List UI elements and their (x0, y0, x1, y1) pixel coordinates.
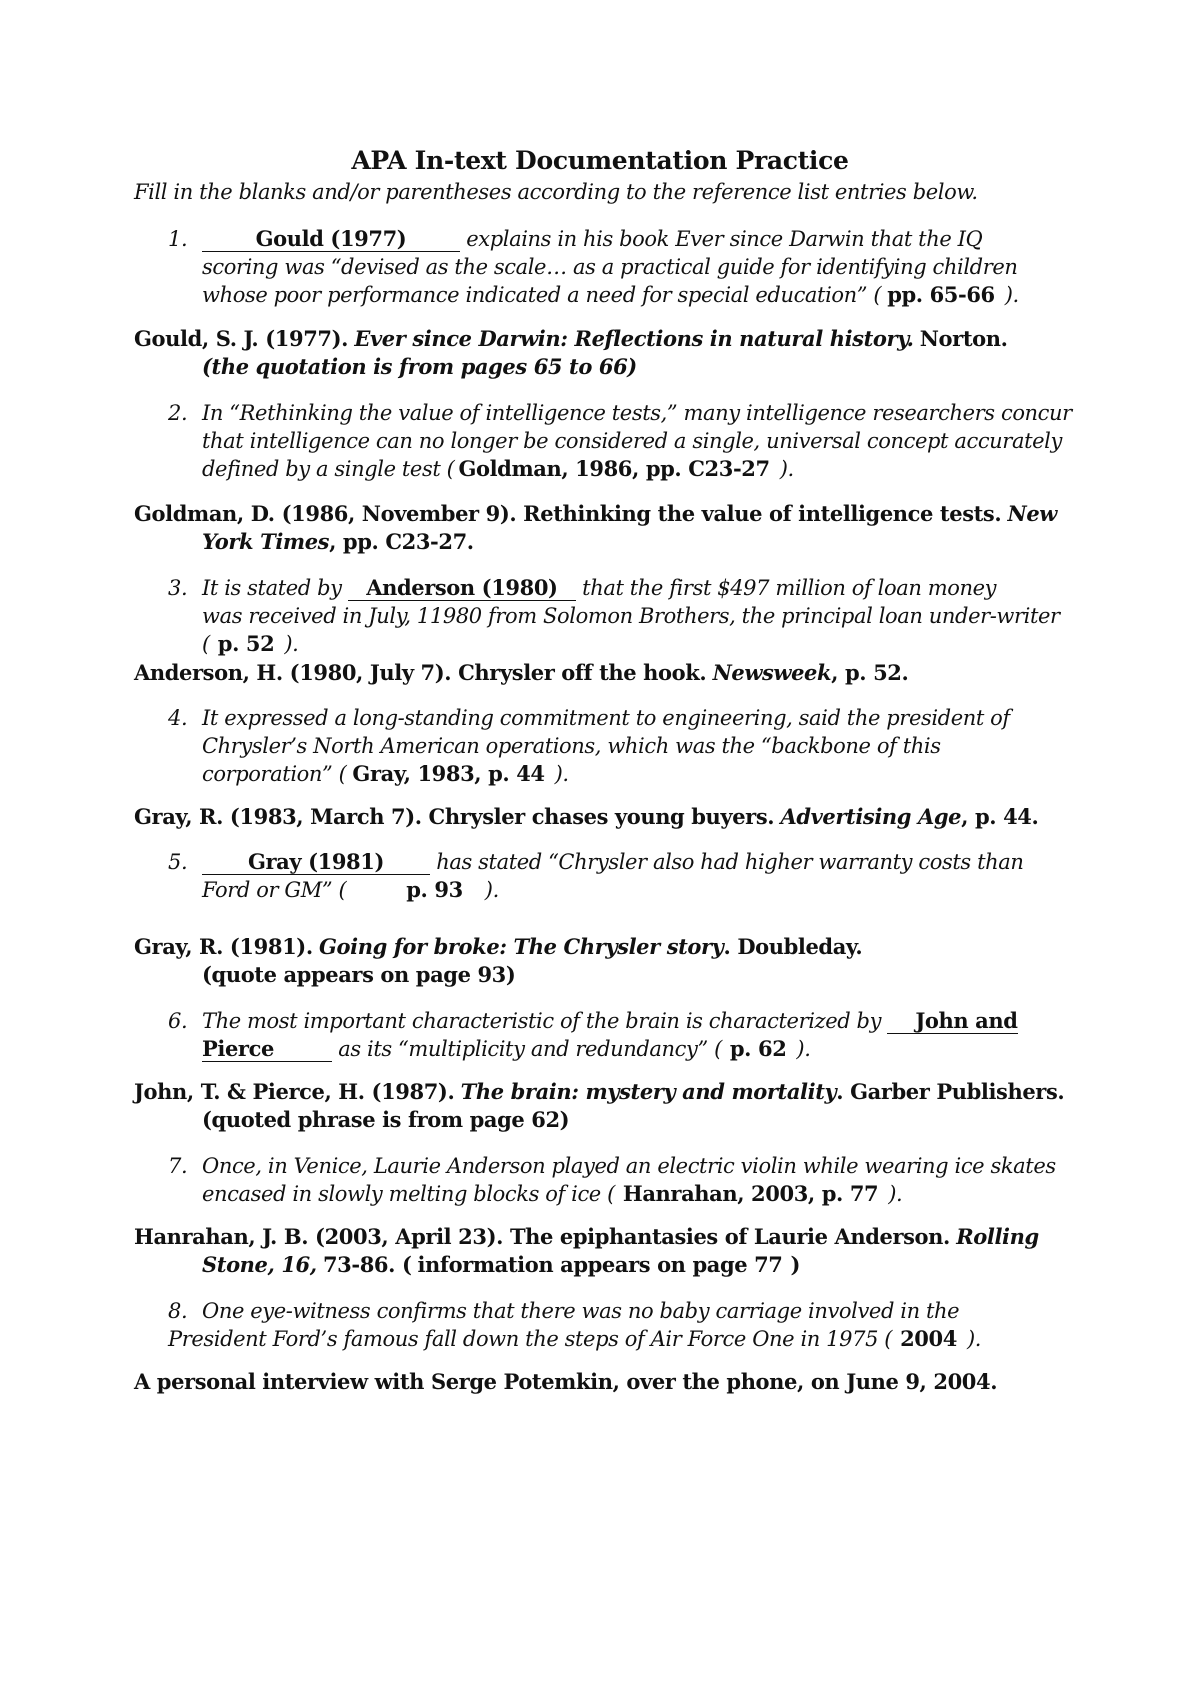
item-2-line-2: that intelligence can no longer be considered a single, universal concept accurately (202, 429, 1062, 453)
close-paren: ) (790, 1252, 801, 1277)
ref-text: Hanrahan, J. B. (2003, April 23). The epiphantasies of Laurie Anderson. (134, 1224, 950, 1249)
answer-blank[interactable] (202, 227, 460, 252)
reference-3 (134, 658, 908, 688)
reference-8: A personal interview with Serge Potemkin, over the phone, on June 9, 2004. (134, 1369, 998, 1394)
item-1-line-2: scoring was “devised as the scale… as a practical guide for identifying children (202, 255, 1018, 279)
item-2-line-1 (168, 398, 1072, 428)
item-text: Once, in Venice, Laurie Anderson played an electric violin while wearing ice skates (202, 1154, 1056, 1178)
instructions: Fill in the blanks and/or parentheses according to the reference list entries below. (134, 180, 978, 204)
paren-answer[interactable]: p. 62 (729, 1036, 787, 1061)
item-text: that the first $497 million of loan money (582, 576, 997, 600)
page-title: APA In-text Documentation Practice (351, 146, 849, 175)
paren-answer[interactable]: p. 93 (406, 877, 463, 902)
ref-publisher: Norton. (919, 326, 1008, 351)
ref-title: Going for broke: The Chrysler story (319, 934, 724, 959)
ref-pages: , pp. C23-27. (329, 529, 474, 554)
item-5-line-1 (168, 847, 1024, 877)
reference-1 (134, 324, 1008, 354)
ref-note: information appears on page 77 (417, 1252, 783, 1277)
ref-pages: , p. 44. (961, 804, 1039, 829)
item-number: 6. (168, 1009, 188, 1033)
reference-2-line-2 (202, 527, 474, 557)
answer-text: John and (915, 1008, 1018, 1033)
paren-answer[interactable]: p. 52 (217, 631, 275, 656)
reference-2 (134, 499, 1057, 529)
item-number: 5. (168, 850, 188, 874)
close-paren: ). (888, 1182, 903, 1206)
ref-publisher: . Garber Publishers. (836, 1079, 1065, 1104)
item-1-line-3 (202, 280, 1019, 310)
close-paren: ). (966, 1327, 982, 1351)
item-8-line-2 (168, 1324, 981, 1354)
item-number: 1. (168, 227, 188, 251)
item-text: as its “multiplicity and redundancy” ( (338, 1037, 722, 1061)
close-paren: ). (284, 632, 299, 656)
ref-title: Ever since Darwin: Reflections in natural history. (354, 326, 914, 351)
item-7-line-2 (202, 1179, 902, 1209)
answer-text: Pierce (202, 1036, 274, 1061)
ref-source: York Times (202, 529, 330, 554)
answer-blank[interactable] (348, 576, 576, 601)
ref-source: Rolling (956, 1224, 1039, 1249)
item-text: defined by a single test ( (202, 457, 455, 481)
ref-text: Gray, R. (1983, March 7). Chrysler chases young buyers. (134, 804, 775, 829)
item-text: corporation” ( (202, 762, 347, 786)
answer-text: Gould (1977) (255, 226, 407, 251)
reference-1-note: (the quotation is from pages 65 to 66) (202, 354, 637, 379)
reference-5 (134, 932, 862, 962)
reference-6 (134, 1077, 1064, 1107)
ref-pages: , p. 52. (831, 660, 909, 685)
paren-answer[interactable]: 2004 (900, 1326, 957, 1351)
ref-text: Anderson, H. (1980, July 7). Chrysler off the hook. (134, 660, 707, 685)
open-paren: ( (202, 632, 210, 656)
reference-5-note: (quote appears on page 93) (202, 962, 516, 987)
item-8-line-1 (168, 1296, 959, 1326)
item-number: 8. (168, 1299, 188, 1323)
item-text: whose poor performance indicated a need for special education” ( (202, 283, 882, 307)
item-4-line-3 (202, 759, 569, 789)
ref-author: Gray, R. (1981). (134, 934, 313, 959)
item-number: 7. (168, 1154, 188, 1178)
item-text: encased in slowly melting blocks of ice ( (202, 1182, 615, 1206)
item-3-line-1 (168, 573, 996, 603)
close-paren: ). (796, 1037, 811, 1061)
ref-source: Advertising Age (780, 804, 962, 829)
close-paren: ). (779, 457, 794, 481)
ref-source: Stone, 16, (202, 1252, 317, 1277)
ref-source: Newsweek (712, 660, 832, 685)
item-7-line-1 (168, 1151, 1056, 1181)
item-text: The most important characteristic of the brain is characterized by (202, 1009, 882, 1033)
item-6-line-1 (168, 1006, 1018, 1036)
close-paren: ). (554, 762, 569, 786)
ref-text: Goldman, D. (1986, November 9). Rethinking the value of intelligence tests. (134, 501, 1002, 526)
item-text: In “Rethinking the value of intelligence tests,” many intelligence researchers concur (202, 401, 1072, 425)
reference-7 (134, 1222, 1039, 1252)
answer-blank[interactable] (887, 1009, 1017, 1034)
item-number: 3. (168, 576, 188, 600)
ref-author: John, T. & Pierce, H. (1987). (134, 1079, 455, 1104)
answer-text: Gray (1981) (247, 849, 385, 874)
reference-7-line-2 (202, 1250, 800, 1280)
ref-publisher: . Doubleday. (723, 934, 863, 959)
answer-text: Anderson (1980) (366, 575, 558, 600)
paren-answer[interactable]: Hanrahan, 2003, p. 77 (622, 1181, 879, 1206)
ref-author: Gould, S. J. (1977). (134, 326, 349, 351)
reference-4 (134, 802, 1038, 832)
item-text: Ford or GM” ( (202, 878, 347, 902)
ref-source: New (1007, 501, 1057, 526)
reference-6-note: (quoted phrase is from page 62) (202, 1107, 570, 1132)
paren-answer[interactable]: Goldman, 1986, pp. C23-27 (458, 456, 770, 481)
item-text: One eye-witness confirms that there was no baby carriage involved in the (202, 1299, 960, 1323)
item-2-line-3 (202, 454, 794, 484)
close-paren: ). (1004, 283, 1019, 307)
item-5-line-2 (202, 875, 499, 905)
item-3-line-2: was received in July, 11980 from Solomon Brothers, the principal loan under-writer (202, 604, 1060, 628)
item-number: 2. (168, 401, 188, 425)
item-1-line-1 (168, 224, 982, 254)
item-3-line-3 (202, 629, 298, 659)
answer-blank-continued[interactable] (202, 1037, 332, 1062)
item-text: has stated “Chrysler also had higher warranty costs than (436, 850, 1024, 874)
answer-blank[interactable] (202, 850, 430, 875)
paren-answer[interactable]: pp. 65-66 (887, 282, 995, 307)
close-paren: ). (484, 878, 499, 902)
item-text: It is stated by (202, 576, 342, 600)
item-text: explains in his book Ever since Darwin that the IQ (466, 227, 983, 251)
item-text: President Ford’s famous fall down the steps of Air Force One in 1975 ( (168, 1327, 893, 1351)
item-text: It expressed a long-standing commitment to engineering, said the president of (202, 706, 1010, 730)
ref-title: The brain: mystery and mortality (460, 1079, 837, 1104)
item-number: 4. (168, 706, 188, 730)
paren-answer[interactable]: Gray, 1983, p. 44 (352, 761, 545, 786)
item-6-line-2 (202, 1034, 811, 1064)
ref-pages: 73-86. ( (322, 1252, 412, 1277)
item-4-line-1 (168, 703, 1010, 733)
item-4-line-2: Chrysler’s North American operations, which was the “backbone of this (202, 734, 941, 758)
